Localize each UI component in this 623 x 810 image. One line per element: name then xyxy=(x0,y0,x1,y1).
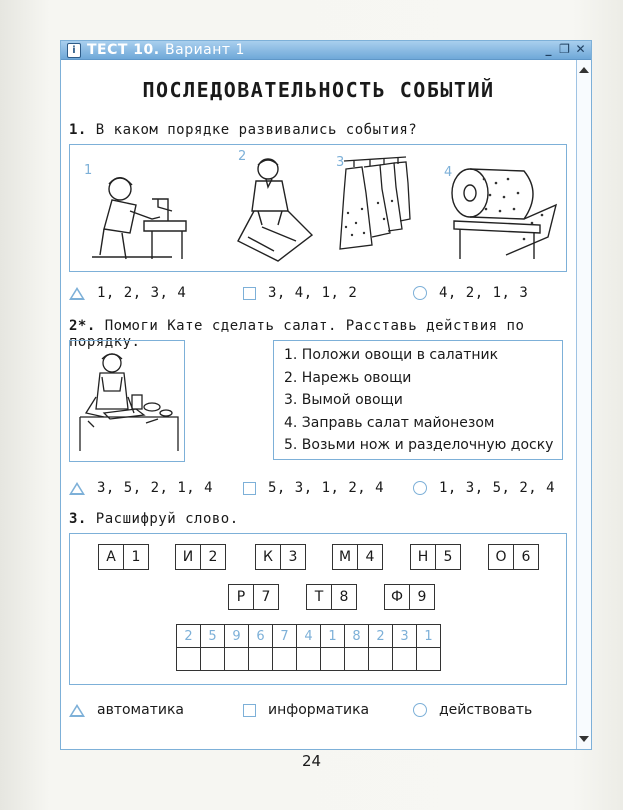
answer-text: 3, 4, 1, 2 xyxy=(268,285,358,301)
key-letter: Р xyxy=(236,589,246,605)
key-cell xyxy=(410,544,461,570)
answer-text: информатика xyxy=(268,702,370,718)
q2-answer-square[interactable] xyxy=(243,478,384,498)
code-cell: 8 xyxy=(345,625,369,648)
code-cell: 7 xyxy=(273,625,297,648)
test-content xyxy=(61,60,576,749)
steps-list xyxy=(284,344,553,457)
answer-cell[interactable] xyxy=(177,648,201,671)
page-number: 24 xyxy=(301,752,322,770)
fabric-roll-picture xyxy=(444,159,560,263)
key-digit: 6 xyxy=(513,545,538,569)
title-bar xyxy=(61,41,591,60)
square-icon xyxy=(243,704,256,717)
triangle-icon xyxy=(69,287,85,300)
q3-answer-triangle[interactable] xyxy=(69,700,184,720)
q1-answer-triangle[interactable] xyxy=(69,283,186,303)
code-cell: 1 xyxy=(417,625,441,648)
key-letter: Т xyxy=(314,589,324,605)
q2-picture-box xyxy=(69,340,185,462)
code-cell: 6 xyxy=(249,625,273,648)
decode-grid xyxy=(176,624,441,671)
q3-cipher-box xyxy=(69,533,567,685)
key-cell xyxy=(332,544,383,570)
salad-making-picture xyxy=(74,347,180,455)
code-cell: 2 xyxy=(369,625,393,648)
code-cell: 4 xyxy=(297,625,321,648)
key-letter: Ф xyxy=(390,589,404,605)
answer-row xyxy=(177,648,441,671)
sewing-girl-picture xyxy=(82,159,192,265)
code-row xyxy=(177,625,441,648)
key-cell xyxy=(306,584,357,610)
key-digit: 2 xyxy=(200,545,225,569)
question-3-text: Расшифруй слово. xyxy=(95,511,239,527)
circle-icon xyxy=(413,703,427,717)
scroll-down-icon[interactable] xyxy=(579,736,589,742)
answer-cell[interactable] xyxy=(393,648,417,671)
restore-icon[interactable]: ❐ xyxy=(559,42,570,56)
answer-cell[interactable] xyxy=(297,648,321,671)
question-2-number: 2*. xyxy=(69,318,96,334)
scroll-up-icon[interactable] xyxy=(579,67,589,73)
key-cell xyxy=(255,544,306,570)
circle-icon xyxy=(413,286,427,300)
triangle-icon xyxy=(69,704,85,717)
code-cell: 1 xyxy=(321,625,345,648)
key-digit: 3 xyxy=(280,545,305,569)
q1-pictures-box xyxy=(69,144,567,272)
key-digit: 5 xyxy=(435,545,460,569)
answer-text: 1, 3, 5, 2, 4 xyxy=(439,480,556,496)
answer-cell[interactable] xyxy=(369,648,393,671)
key-letter: М xyxy=(338,549,352,565)
question-1 xyxy=(69,122,417,138)
answer-text: 5, 3, 1, 2, 4 xyxy=(268,480,385,496)
key-letter: К xyxy=(263,549,273,565)
key-cell xyxy=(98,544,149,570)
step-item: 2. Нарежь овощи xyxy=(284,369,412,386)
answer-text: 4, 2, 1, 3 xyxy=(439,285,529,301)
key-cell xyxy=(488,544,539,570)
step-item: 1. Положи овощи в салатник xyxy=(284,347,499,363)
question-1-number: 1. xyxy=(69,122,87,138)
answer-cell[interactable] xyxy=(201,648,225,671)
q2-answer-triangle[interactable] xyxy=(69,478,213,498)
q1-answer-circle[interactable] xyxy=(413,283,528,303)
answer-text: 3, 5, 2, 1, 4 xyxy=(97,480,214,496)
answer-cell[interactable] xyxy=(417,648,441,671)
key-letter: И xyxy=(182,549,194,565)
key-letter: О xyxy=(495,549,507,565)
close-icon[interactable]: ✕ xyxy=(575,42,586,56)
key-digit: 1 xyxy=(123,545,148,569)
code-cell: 3 xyxy=(393,625,417,648)
key-cell xyxy=(228,584,279,610)
q1-answers xyxy=(61,283,576,303)
triangle-icon xyxy=(69,482,85,495)
answer-text: действовать xyxy=(439,702,533,718)
cutting-fabric-picture xyxy=(218,151,328,265)
circle-icon xyxy=(413,481,427,495)
test-title: ТЕСТ 10. xyxy=(87,42,160,58)
step-item: 4. Заправь салат майонезом xyxy=(284,414,495,431)
answer-cell[interactable] xyxy=(345,648,369,671)
code-cell: 9 xyxy=(225,625,249,648)
question-3-number: 3. xyxy=(69,511,87,527)
step-item: 3. Вымой овощи xyxy=(284,392,403,408)
test-window xyxy=(60,40,592,750)
key-letter: А xyxy=(106,549,116,565)
page-heading: ПОСЛЕДОВАТЕЛЬНОСТЬ СОБЫТИЙ xyxy=(142,78,495,102)
answer-cell[interactable] xyxy=(321,648,345,671)
picture-number: 3 xyxy=(336,155,345,170)
q3-answer-circle[interactable] xyxy=(413,700,532,720)
key-digit: 4 xyxy=(357,545,382,569)
answer-cell[interactable] xyxy=(273,648,297,671)
q3-answer-square[interactable] xyxy=(243,700,369,720)
picture-number: 4 xyxy=(444,165,453,180)
answer-text: 1, 2, 3, 4 xyxy=(97,285,187,301)
square-icon xyxy=(243,287,256,300)
question-1-text: В каком порядке развивались события? xyxy=(95,122,418,138)
window-controls xyxy=(542,42,587,56)
q2-answer-circle[interactable] xyxy=(413,478,555,498)
square-icon xyxy=(243,482,256,495)
info-icon[interactable]: i xyxy=(67,43,81,58)
dresses-on-hangers-picture xyxy=(332,153,412,263)
question-2-text: Помоги Кате сделать салат. Расставь действия по порядку. xyxy=(69,318,525,350)
key-digit: 8 xyxy=(331,585,356,609)
window-title xyxy=(87,41,245,59)
answer-cell[interactable] xyxy=(225,648,249,671)
q2-answers xyxy=(61,478,576,498)
key-digit: 7 xyxy=(253,585,278,609)
variant-label: Вариант 1 xyxy=(165,42,245,58)
code-cell: 2 xyxy=(177,625,201,648)
picture-number: 1 xyxy=(84,163,93,178)
key-cell xyxy=(175,544,226,570)
scrollbar[interactable] xyxy=(576,60,591,749)
question-3 xyxy=(69,511,239,527)
key-letter: Н xyxy=(417,549,429,565)
answer-cell[interactable] xyxy=(249,648,273,671)
q2-steps-box xyxy=(273,340,563,460)
key-digit: 9 xyxy=(409,585,434,609)
minimize-icon[interactable]: _ xyxy=(545,42,552,56)
key-cell xyxy=(384,584,435,610)
code-cell: 5 xyxy=(201,625,225,648)
answer-text: автоматика xyxy=(97,702,184,718)
picture-number: 2 xyxy=(238,149,247,164)
q3-answers xyxy=(61,700,576,720)
step-item: 5. Возьми нож и разделочную доску xyxy=(284,437,554,453)
q1-answer-square[interactable] xyxy=(243,283,357,303)
